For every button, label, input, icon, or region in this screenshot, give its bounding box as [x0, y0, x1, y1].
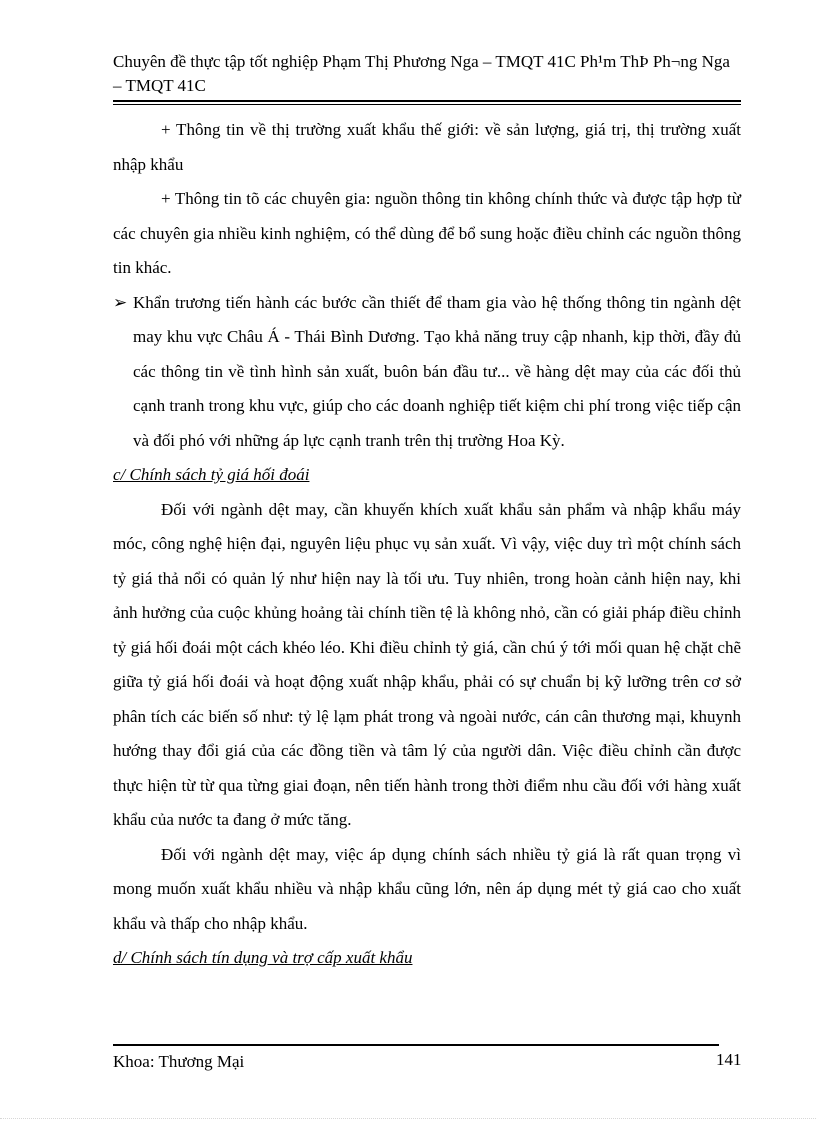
section-heading-d: d/ Chính sách tín dụng và trợ cấp xuất khẩu	[113, 948, 413, 967]
footer-faculty: Khoa: Thương Mại	[113, 1052, 245, 1071]
footer-rule	[113, 1044, 719, 1046]
section-heading-c: c/ Chính sách tỷ giá hối đoái	[113, 465, 310, 484]
paragraph-exchange-rate: Đối với ngành dệt may, cần khuyến khích xuất khẩu sản phẩm và nhập khẩu máy móc, công nghệ hiện đại, nguyên liệu phục vụ sản xuất. Vì vậy, việc duy trì một chính sách tỷ giá thả nổi có quản lý như hiện nay là tối ưu. Tuy nhiên, trong hoàn cảnh hiện nay, khi ảnh hưởng của cuộc khủng hoảng tài chính tiền tệ là không nhỏ, cần có giải pháp điều chỉnh tỷ giá hối đoái một cách khéo léo. Khi điều chỉnh tỷ giá, cần chú ý tới mối quan hệ chặt chẽ giữa tỷ giá hối đoái và hoạt động xuất nhập khẩu, phải có sự chuẩn bị kỹ lưỡng trên cơ sở phân tích các biến số như: tỷ lệ lạm phát trong và ngoài nước, cán cân thương mại, khuynh hướng thay đổi giá của các đồng tiền và tâm lý của người dân. Việc điều chỉnh cần được thực hiện từ từ qua từng giai đoạn, nên tiến hành trong thời điểm nhu cầu đối với hàng xuất khẩu của nước ta đang ở mức tăng.	[113, 499, 741, 829]
arrow-bullet-icon: ➢	[113, 292, 128, 312]
paragraph-world-market-info: + Thông tin về thị trường xuất khẩu thế giới: về sản lượng, giá trị, thị trường xuất nhập khẩu	[113, 120, 741, 174]
page-edge-dotted-line	[0, 1118, 816, 1119]
bullet-text: Khẩn trương tiến hành các bước cần thiết để tham gia vào hệ thống thông tin ngành dệt may khu vực Châu Á - Thái Bình Dương. Tạo khả năng truy cập nhanh, kịp thời, đầy đủ các thông tin về tình hình sản xuất, buôn bán đầu tư... về hàng dệt may của các đối thủ cạnh tranh trong khu vực, giúp cho các doanh nghiệp tiết kiệm chi phí trong việc tiếp cận và đối phó với những áp lực cạnh tranh trên thị trường Hoa Kỳ.	[133, 292, 741, 450]
page-body	[113, 113, 741, 976]
paragraph-expert-info: + Thông tin tõ các chuyên gia: nguồn thông tin không chính thức và được tập hợp từ các chuyên gia nhiều kinh nghiệm, có thể dùng để bổ sung hoặc điều chỉnh các nguồn thông tin khác.	[113, 189, 741, 277]
bullet-item	[113, 286, 741, 459]
header-rule-thick	[113, 100, 741, 102]
header-rule-thin	[113, 104, 741, 105]
paragraph-multiple-rates: Đối với ngành dệt may, việc áp dụng chính sách nhiều tỷ giá là rất quan trọng vì mong muốn xuất khẩu nhiều và nhập khẩu cũng lớn, nên áp dụng mét tỷ giá cao cho xuất khẩu và thấp cho nhập khẩu.	[113, 844, 741, 933]
running-header: Chuyên đề thực tập tốt nghiệp Phạm Thị Phương Nga – TMQT 41C Ph¹m ThÞ Ph¬ng Nga – TMQT 41C	[113, 52, 730, 95]
page-number: 141	[716, 1050, 742, 1069]
